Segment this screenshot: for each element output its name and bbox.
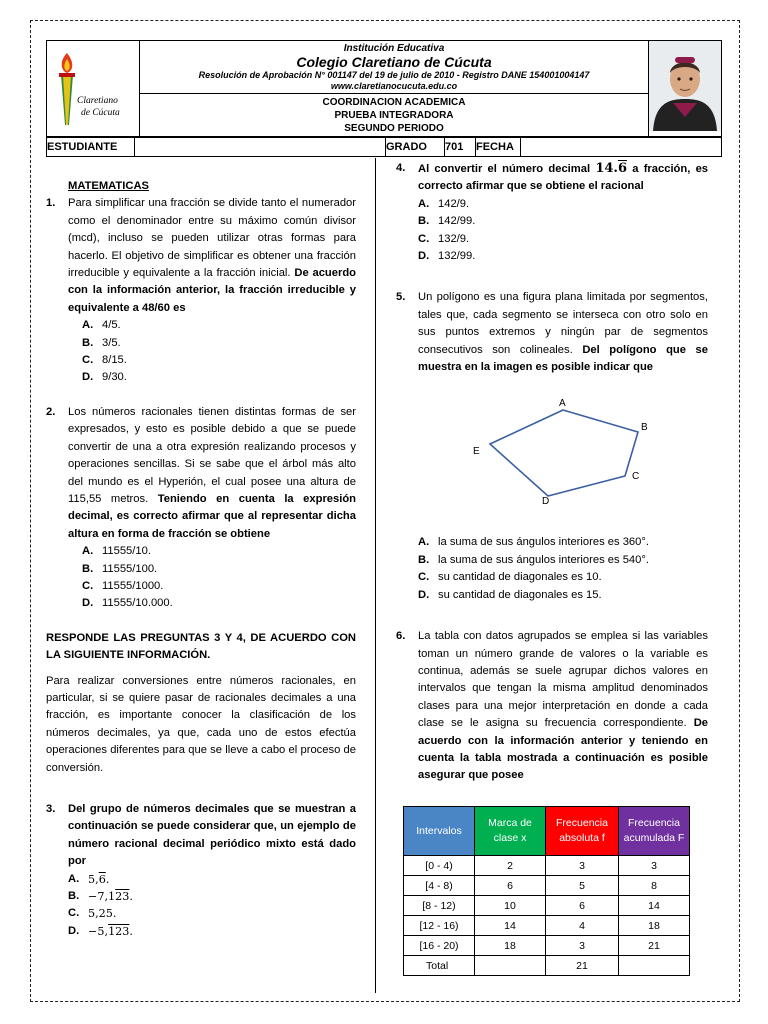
question-text: La tabla con datos agrupados se emplea si las variables toman un número grande de valores o la variable es continua, además se suele agrupar dichos valores en intervalos que tengan la misma amplitud denominados clases para una mejor interpretación en donde a cada clase se le asigna su frecuencia correspondiente. bbox=[418, 630, 708, 730]
number-repeating: 123 bbox=[108, 924, 130, 938]
vertex-label-b: B bbox=[641, 422, 648, 433]
student-label: ESTUDIANTE bbox=[47, 138, 135, 157]
option-letter: C. bbox=[82, 579, 94, 592]
option-letter: D. bbox=[82, 371, 94, 384]
option-text: 3/5. bbox=[102, 336, 121, 349]
table-cell: 2 bbox=[475, 856, 546, 876]
table-cell: 8 bbox=[619, 876, 690, 896]
table-header-cell: Frecuencia absoluta f bbox=[546, 807, 619, 856]
vertex-label-e: E bbox=[473, 446, 480, 457]
option-letter: B. bbox=[82, 336, 94, 349]
option-a[interactable] bbox=[82, 317, 356, 334]
period-label: SEGUNDO PERIODO bbox=[344, 122, 444, 134]
table-cell: 6 bbox=[546, 896, 619, 916]
table-cell: [12 - 16) bbox=[404, 916, 475, 936]
school-logo bbox=[47, 41, 140, 137]
option-letter: D. bbox=[82, 597, 94, 610]
option-number bbox=[88, 923, 133, 940]
option-text: 11555/10. bbox=[102, 545, 151, 558]
option-letter: B. bbox=[68, 890, 80, 903]
table-header-cell: Frecuencia acumulada F bbox=[619, 807, 690, 856]
option-c[interactable] bbox=[82, 352, 356, 369]
question-prompt: De acuerdo con la información anterior y teniendo en cuenta la tabla mostrada a continuación es posible asegurar que posee bbox=[418, 717, 708, 782]
table-row bbox=[404, 936, 690, 956]
question-prompt: De acuerdo con la información anterior, la fracción irreducible y equivalente a 48/60 es bbox=[68, 267, 356, 314]
option-c[interactable] bbox=[418, 231, 708, 248]
question-number: 6. bbox=[396, 630, 406, 643]
option-letter: A. bbox=[418, 197, 430, 210]
question-prompt: Teniendo en cuenta la expresión decimal, es correcto afirmar que al representar dicha altura en forma de fracción se obtiene bbox=[68, 492, 357, 540]
table-cell: 21 bbox=[546, 956, 619, 976]
coordination-header bbox=[140, 94, 649, 137]
table-body bbox=[404, 856, 690, 976]
option-letter: C. bbox=[82, 354, 94, 367]
options-q1 bbox=[82, 317, 356, 387]
number-end: . bbox=[129, 890, 133, 904]
question-2 bbox=[46, 404, 356, 543]
question-6 bbox=[396, 628, 708, 785]
option-d[interactable] bbox=[82, 595, 356, 612]
table-cell: 6 bbox=[475, 876, 546, 896]
option-number bbox=[88, 888, 133, 905]
option-text: 8/15. bbox=[102, 354, 127, 367]
option-letter: B. bbox=[418, 553, 430, 566]
option-a[interactable] bbox=[418, 534, 708, 551]
option-number bbox=[88, 905, 116, 922]
option-text: la suma de sus ángulos interiores es 540°. bbox=[438, 553, 649, 566]
option-text: 142/9. bbox=[438, 197, 470, 210]
option-a[interactable] bbox=[68, 871, 356, 888]
pentagon-shape bbox=[490, 410, 638, 496]
question-number: 5. bbox=[396, 291, 406, 304]
table-row bbox=[404, 896, 690, 916]
question-number: 1. bbox=[46, 197, 56, 210]
student-field[interactable] bbox=[135, 138, 386, 157]
number-repeating: 6 bbox=[98, 872, 106, 886]
option-letter: A. bbox=[418, 536, 430, 549]
option-letter: C. bbox=[418, 232, 430, 245]
date-label: FECHA bbox=[476, 138, 521, 157]
option-letter: B. bbox=[82, 562, 94, 575]
website-text: www.claretianocucuta.edu.co bbox=[330, 80, 458, 91]
option-d[interactable] bbox=[68, 923, 356, 940]
number-repeating: 23 bbox=[115, 890, 130, 904]
option-letter: C. bbox=[418, 571, 430, 584]
option-text: 11555/100. bbox=[102, 562, 158, 575]
table-row bbox=[404, 856, 690, 876]
question-text: Un polígono es una figura plana limitada por segmentos, tales que, cada segmento se interseca con otro solo en sus puntos extremos y ningún par de segmentos consecutivos son colineales. bbox=[418, 291, 708, 356]
option-text: 142/99. bbox=[438, 215, 476, 228]
table-cell: 14 bbox=[475, 916, 546, 936]
svg-text:de Cúcuta: de Cúcuta bbox=[81, 108, 120, 118]
option-c[interactable] bbox=[82, 578, 356, 595]
option-number bbox=[88, 871, 109, 888]
number-int: −7,1 bbox=[88, 890, 116, 904]
options-q3 bbox=[68, 871, 356, 941]
table-cell bbox=[475, 956, 546, 976]
table-header-row bbox=[404, 807, 690, 856]
question-text: Los números racionales tienen distintas formas de ser expresados, y esto es posible debido a que se puede convertir de una a otra expresión realizando procesos y operaciones sencillas. Si se sabe que el árbol más alto del mundo es el Hyperión, el cual posee una altura de 115,55 metros. bbox=[68, 405, 356, 505]
test-label: PRUEBA INTEGRADORA bbox=[334, 109, 454, 121]
number-int: 5,25. bbox=[88, 907, 117, 921]
option-text: 11555/10.000. bbox=[102, 597, 173, 610]
table-cell bbox=[619, 956, 690, 976]
option-d[interactable] bbox=[418, 587, 708, 604]
option-text: 9/30. bbox=[102, 371, 127, 384]
table-cell: 14 bbox=[619, 896, 690, 916]
student-info-row bbox=[46, 137, 722, 157]
table-cell: [0 - 4) bbox=[404, 856, 475, 876]
options-q4 bbox=[418, 196, 708, 266]
table-cell: 10 bbox=[475, 896, 546, 916]
college-name: Colegio Claretiano de Cúcuta bbox=[296, 53, 492, 70]
option-letter: A. bbox=[82, 545, 94, 558]
option-b[interactable] bbox=[418, 213, 708, 230]
options-q5 bbox=[418, 534, 708, 604]
question-5 bbox=[396, 289, 708, 376]
option-letter: B. bbox=[418, 215, 430, 228]
option-text: 4/5. bbox=[102, 319, 121, 332]
option-c[interactable] bbox=[418, 569, 708, 586]
number-int: 5, bbox=[88, 872, 99, 886]
number-int: −5, bbox=[88, 924, 109, 938]
option-b[interactable] bbox=[82, 561, 356, 578]
option-text: 132/99. bbox=[438, 250, 476, 263]
svg-text:Claretiano: Claretiano bbox=[77, 96, 118, 106]
frequency-table bbox=[403, 806, 690, 976]
question-text: Para simplificar una fracción se divide tanto el numerador como el denominador entre su máximo común divisor (mcd), incluso se pueden utilizar otras formas para hacerlo. El objetivo de simplificar es obtener una fracción irreducible y equivalente a la fracción inicial. bbox=[68, 197, 356, 280]
option-letter: A. bbox=[68, 872, 80, 885]
table-row bbox=[404, 956, 690, 976]
question-prompt-b: a fracción, es correcto afirmar que se obtiene el racional bbox=[418, 163, 709, 193]
institution-label: Institución Educativa bbox=[343, 42, 445, 54]
table-row bbox=[404, 876, 690, 896]
option-c[interactable] bbox=[68, 905, 356, 922]
torch-logo-icon bbox=[47, 41, 139, 131]
option-b[interactable] bbox=[68, 888, 356, 905]
option-text: 11555/1000. bbox=[102, 579, 164, 592]
question-3 bbox=[46, 801, 356, 871]
option-letter: D. bbox=[418, 588, 430, 601]
question-1 bbox=[46, 195, 356, 317]
decimal-repeating: 6 bbox=[617, 161, 627, 176]
table-cell: 4 bbox=[546, 916, 619, 936]
table-cell: 21 bbox=[619, 936, 690, 956]
table-cell: 3 bbox=[546, 856, 619, 876]
question-number: 4. bbox=[396, 162, 406, 174]
option-b[interactable] bbox=[418, 552, 708, 569]
number-end: . bbox=[105, 872, 110, 886]
decimal-number bbox=[595, 161, 627, 176]
table-cell: [8 - 12) bbox=[404, 896, 475, 916]
polygon-figure bbox=[460, 396, 680, 506]
table-cell: [16 - 20) bbox=[404, 936, 475, 956]
table-cell: 5 bbox=[546, 876, 619, 896]
table-cell: Total bbox=[404, 956, 475, 976]
question-number: 3. bbox=[46, 803, 56, 815]
table-cell: 3 bbox=[619, 856, 690, 876]
portrait-image-icon bbox=[649, 41, 721, 131]
left-column bbox=[46, 178, 356, 940]
instruction-heading: RESPONDE LAS PREGUNTAS 3 Y 4, DE ACUERDO CON LA SIGUIENTE INFORMACIÓN. bbox=[46, 631, 356, 662]
header-table bbox=[46, 40, 722, 137]
question-prompt: Del polígono que se muestra en la imagen es posible indicar que bbox=[418, 343, 708, 374]
question-number: 2. bbox=[46, 405, 56, 418]
option-letter: C. bbox=[68, 907, 80, 920]
date-field[interactable] bbox=[521, 138, 722, 157]
option-text: su cantidad de diagonales es 10. bbox=[438, 571, 602, 584]
table-cell: 3 bbox=[546, 936, 619, 956]
question-prompt-a: Al convertir el número decimal bbox=[418, 163, 591, 175]
option-a[interactable] bbox=[82, 543, 356, 560]
institution-header bbox=[140, 41, 649, 94]
number-end: . bbox=[129, 924, 133, 938]
grade-label: GRADO bbox=[386, 138, 445, 157]
table-cell: 18 bbox=[475, 936, 546, 956]
grade-value: 701 bbox=[445, 138, 476, 157]
option-letter: D. bbox=[68, 924, 80, 937]
vertex-label-d: D bbox=[542, 496, 550, 506]
option-d[interactable] bbox=[418, 248, 708, 265]
founder-portrait bbox=[649, 41, 722, 137]
vertex-label-c: C bbox=[632, 471, 640, 482]
option-letter: A. bbox=[82, 319, 94, 332]
option-letter: D. bbox=[418, 250, 430, 263]
table-cell: 18 bbox=[619, 916, 690, 936]
table-header-cell: Intervalos bbox=[404, 807, 475, 856]
section-title: MATEMATICAS bbox=[68, 180, 149, 192]
table-row bbox=[404, 916, 690, 936]
option-a[interactable] bbox=[418, 196, 708, 213]
coordination-label: COORDINACION ACADEMICA bbox=[322, 96, 466, 108]
table-cell: [4 - 8) bbox=[404, 876, 475, 896]
vertex-label-a: A bbox=[559, 398, 566, 409]
info-paragraph: Para realizar conversiones entre números racionales, en particular, si se quiere pasar de racionales decimales a una fracción, es importante conocer la clasificación de los números decimales, ya que, cada uno de estos efectúa operaciones diferentes para que se lleve a cabo el proceso de conversión. bbox=[46, 674, 356, 774]
column-divider bbox=[375, 158, 376, 993]
question-4 bbox=[396, 160, 708, 196]
option-d[interactable] bbox=[82, 369, 356, 386]
decimal-int: 14. bbox=[595, 161, 618, 176]
options-q2 bbox=[82, 543, 356, 613]
option-b[interactable] bbox=[82, 335, 356, 352]
option-text: la suma de sus ángulos interiores es 360°. bbox=[438, 536, 649, 549]
resolution-text: Resolución de Aprobación N° 001147 del 19 de julio de 2010 - Registro DANE 154001004147 bbox=[198, 69, 590, 80]
option-text: 132/9. bbox=[438, 232, 470, 245]
option-text: su cantidad de diagonales es 15. bbox=[438, 588, 602, 601]
table-header-cell: Marca de clase x bbox=[475, 807, 546, 856]
question-prompt: Del grupo de números decimales que se muestran a continuación se puede considerar que, un ejemplo de número racional decimal periódico mixto está dado por bbox=[68, 803, 356, 868]
